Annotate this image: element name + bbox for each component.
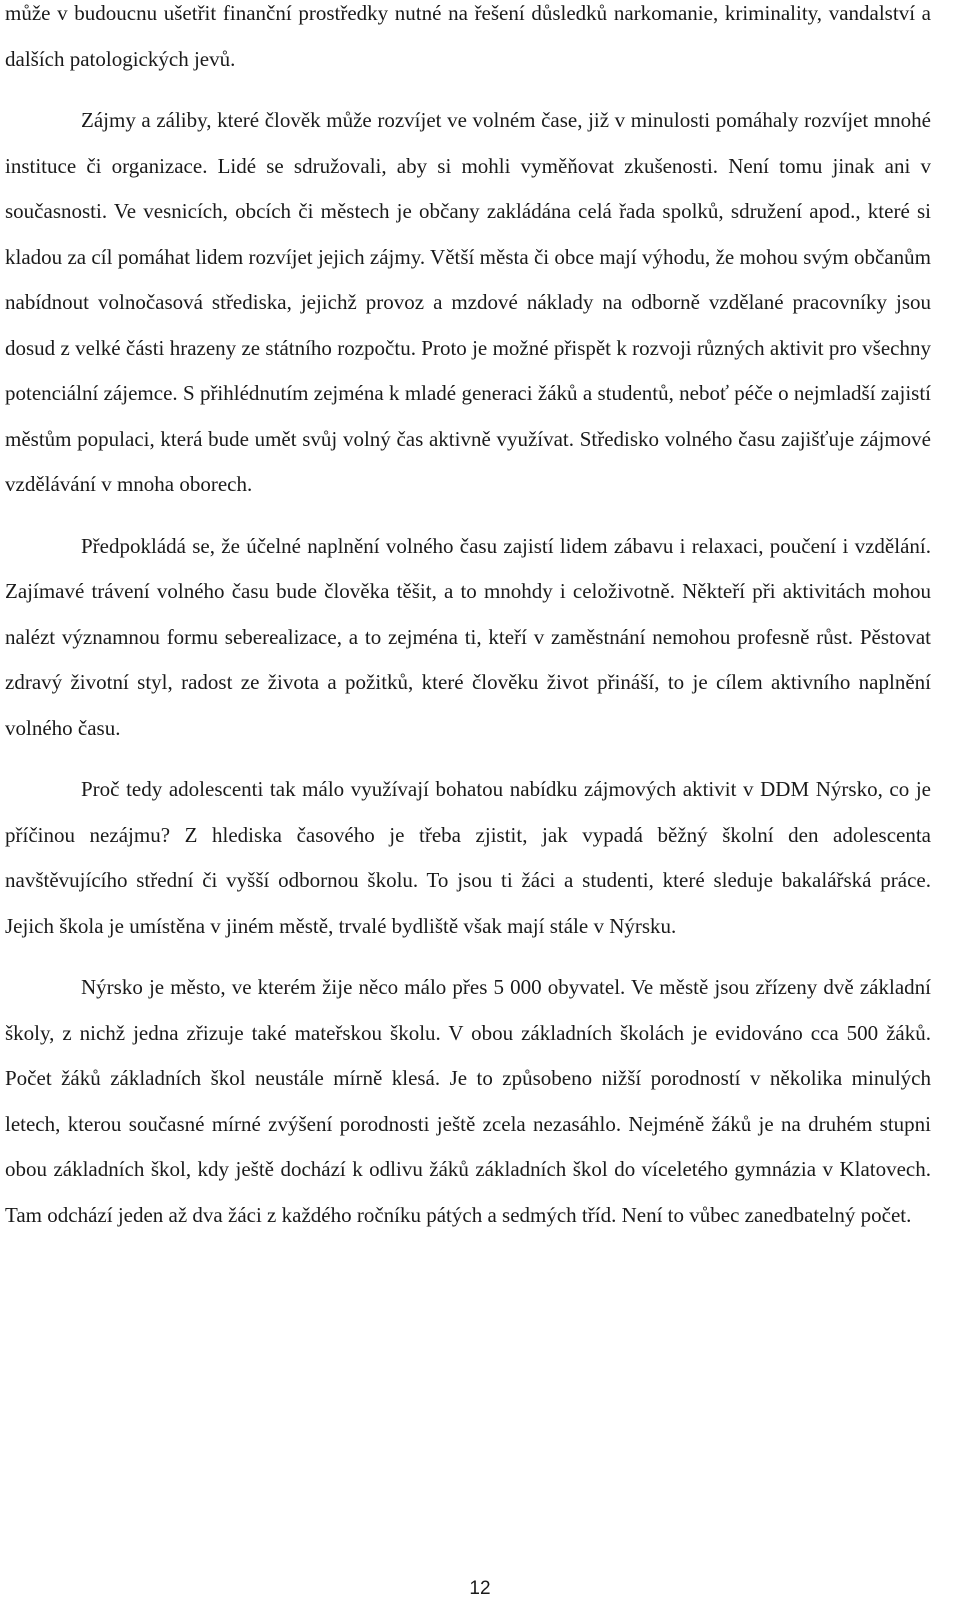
paragraph-free-time-benefits: Předpokládá se, že účelné naplnění volného času zajistí lidem zábavu i relaxaci, poučení i vzdělání. Zajímavé trávení volného času bude člověka těšit, a to mnohdy i celoživotně. Někteří při aktivitách mohou nalézt významnou formu seberealizace, a to zejména ti, kteří v zaměstnání nemohou profesně růst. Pěstovat zdravý životní styl, radost ze života a požitků, které člověku život přináší, to je cílem aktivního naplnění volného času. xyxy=(5,533,931,740)
paragraph-adolescents: Proč tedy adolescenti tak málo využívají bohatou nabídku zájmových aktivit v DDM Nýrsko, co je příčinou nezájmu? Z hlediska časového je třeba zjistit, jak vypadá běžný školní den adolescenta navštěvujícího střední či vyšší odbornou školu. To jsou ti žáci a studenti, které sleduje bakalářská práce. Jejich škola je umístěna v jiném městě, trvalé bydliště však mají stále v Nýrsku. xyxy=(5,777,931,938)
paragraph-continuation: může v budoucnu ušetřit finanční prostředky nutné na řešení důsledků narkomanie, kriminality, vandalství a dalších patologických jevů. xyxy=(5,1,931,71)
paragraph-interests: Zájmy a záliby, které člověk může rozvíjet ve volném čase, již v minulosti pomáhaly rozvíjet mnohé instituce či organizace. Lidé se sdružovali, aby si mohli vyměňovat zkušenosti. Není tomu jinak ani v současnosti. Ve vesnicích, obcích či městech je občany zakládána celá řada spolků, sdružení apod., které si kladou za cíl pomáhat lidem rozvíjet jejich zájmy. Větší města či obce mají výhodu, že mohou svým občanům nabídnout volnočasová střediska, jejichž provoz a mzdové náklady na odborně vzdělané pracovníky jsou dosud z velké části hrazeny ze státního rozpočtu. Proto je možné přispět k rozvoji různých aktivit pro všechny potenciální zájemce. S přihlédnutím zejména k mladé generaci žáků a studentů, neboť péče o nejmladší zajistí městům populaci, která bude umět svůj volný čas aktivně využívat. Středisko volného času zajišťuje zájmové vzdělávání v mnoha oborech. xyxy=(5,108,931,496)
page-number: 12 xyxy=(469,1578,491,1599)
paragraph-nyrsko: Nýrsko je město, ve kterém žije něco málo přes 5 000 obyvatel. Ve městě jsou zřízeny dvě základní školy, z nichž jedna zřizuje také mateřskou školu. V obou základních školách je evidováno cca 500 žáků. Počet žáků základních škol neustále mírně klesá. Je to způsobeno nižší porodností v několika minulých letech, kterou současné mírné zvýšení porodnosti ještě zcela nezasáhlo. Nejméně žáků je na druhém stupni obou základních škol, kdy ještě dochází k odlivu žáků základních škol do víceletého gymnázia v Klatovech. Tam odchází jeden až dva žáci z každého ročníku pátých a sedmých tříd. Není to vůbec zanedbatelný počet. xyxy=(5,975,931,1227)
document-page xyxy=(5,0,931,1238)
